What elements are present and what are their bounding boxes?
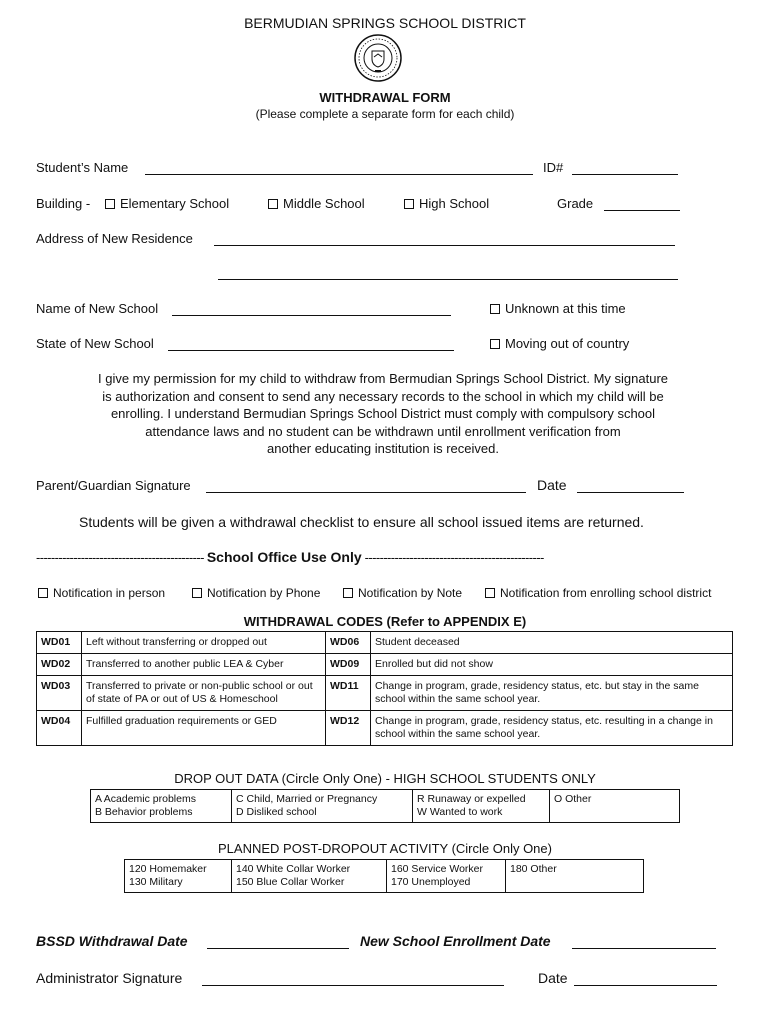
- state-label: State of New School: [36, 336, 154, 351]
- description-cell: Change in program, grade, residency status, etc. resulting in a change in school within the same school year.: [371, 711, 733, 746]
- table-row: [37, 654, 733, 676]
- enrollment-date-field[interactable]: [572, 936, 716, 949]
- code-cell: WD02: [37, 654, 82, 676]
- withdrawal-codes-title: WITHDRAWAL CODES (Refer to APPENDIX E): [243, 614, 527, 629]
- divider-dashes-right: ------------------------------------------------: [364, 550, 544, 565]
- dropout-option: C Child, Married or Pregnancy: [236, 793, 378, 805]
- admin-date-label: Date: [538, 970, 568, 986]
- notification-label: Notification in person: [53, 586, 166, 600]
- state-field[interactable]: [168, 338, 454, 351]
- form-title: WITHDRAWAL FORM: [319, 90, 451, 105]
- office-use-divider: [36, 549, 544, 565]
- table-row: [91, 790, 680, 823]
- building-elementary[interactable]: [105, 196, 229, 211]
- checklist-note: Students will be given a withdrawal checklist to ensure all school issued items are returned.: [79, 514, 644, 530]
- notification-by-phone[interactable]: [192, 586, 320, 600]
- dropout-option: O Other: [554, 793, 592, 805]
- permission-line: is authorization and consent to send any necessary records to the school in which my child will be: [102, 388, 664, 404]
- checkbox-icon[interactable]: [105, 199, 115, 209]
- building-middle[interactable]: [268, 196, 365, 211]
- planned-option: 130 Military: [129, 876, 183, 888]
- grade-field[interactable]: [604, 198, 680, 211]
- withdrawal-date-label: BSSD Withdrawal Date: [36, 933, 188, 949]
- grade-label: Grade: [557, 196, 594, 211]
- planned-cell[interactable]: [232, 860, 387, 893]
- planned-option: 140 White Collar Worker: [236, 863, 351, 875]
- dropout-cell[interactable]: [91, 790, 232, 823]
- dropout-table: [90, 789, 680, 823]
- new-school-label: Name of New School: [36, 301, 159, 316]
- notification-enrolling-district[interactable]: [485, 586, 711, 600]
- district-name: BERMUDIAN SPRINGS SCHOOL DISTRICT: [244, 15, 526, 31]
- planned-option: 170 Unemployed: [391, 876, 471, 888]
- admin-signature-field[interactable]: [202, 973, 504, 986]
- table-row: [37, 632, 733, 654]
- planned-cell[interactable]: [387, 860, 506, 893]
- unknown-option[interactable]: [490, 301, 626, 316]
- table-row: [125, 860, 644, 893]
- dropout-option: R Runaway or expelled: [417, 793, 526, 805]
- description-cell: Transferred to another public LEA & Cyber: [82, 654, 326, 676]
- moving-option[interactable]: [490, 336, 629, 351]
- dropout-title: DROP OUT DATA (Circle Only One) - HIGH SCHOOL STUDENTS ONLY: [174, 771, 596, 786]
- planned-option: 160 Service Worker: [391, 863, 484, 875]
- address-label: Address of New Residence: [36, 231, 193, 246]
- elementary-label: Elementary School: [120, 196, 230, 211]
- address-field-line1[interactable]: [214, 233, 675, 246]
- code-cell: WD01: [37, 632, 82, 654]
- parent-signature-label: Parent/Guardian Signature: [36, 478, 191, 493]
- planned-cell[interactable]: [125, 860, 232, 893]
- checkbox-icon[interactable]: [343, 588, 353, 598]
- planned-table: [124, 859, 644, 893]
- notification-label: Notification by Phone: [207, 586, 321, 600]
- code-cell: WD09: [326, 654, 371, 676]
- permission-line: I give my permission for my child to withdraw from Bermudian Springs School District. My signature: [97, 371, 669, 386]
- enrollment-date-label: New School Enrollment Date: [360, 933, 551, 949]
- permission-line: another educating institution is received.: [267, 441, 499, 456]
- code-cell: WD12: [326, 711, 371, 746]
- planned-option: 180 Other: [510, 863, 557, 875]
- dropout-cell[interactable]: [413, 790, 550, 823]
- checkbox-icon[interactable]: [490, 339, 500, 349]
- permission-paragraph: [36, 370, 730, 458]
- id-label: ID#: [543, 160, 564, 175]
- new-school-field[interactable]: [172, 303, 451, 316]
- checkbox-icon[interactable]: [490, 304, 500, 314]
- notification-in-person[interactable]: [38, 586, 165, 600]
- checkbox-icon[interactable]: [268, 199, 278, 209]
- checkbox-icon[interactable]: [404, 199, 414, 209]
- permission-line: attendance laws and no student can be withdrawn until enrollment verification from: [145, 423, 621, 439]
- dropout-option: A Academic problems: [95, 793, 196, 805]
- code-cell: WD11: [326, 676, 371, 711]
- address-field-line2[interactable]: [218, 267, 678, 280]
- parent-date-field[interactable]: [577, 480, 684, 493]
- description-cell: Enrolled but did not show: [371, 654, 733, 676]
- notification-label: Notification by Note: [358, 586, 463, 600]
- description-cell: Transferred to private or non-public school or out of state of PA or out of US & Homeschool: [82, 676, 326, 711]
- building-high[interactable]: [404, 196, 489, 211]
- high-label: High School: [419, 196, 490, 211]
- middle-label: Middle School: [283, 196, 365, 211]
- dropout-option: B Behavior problems: [95, 806, 193, 818]
- code-cell: WD04: [37, 711, 82, 746]
- description-cell: Change in program, grade, residency status, etc. but stay in the same school within the same school year.: [371, 676, 733, 711]
- dropout-option: W Wanted to work: [417, 806, 503, 818]
- table-row: [37, 711, 733, 746]
- planned-cell[interactable]: [506, 860, 644, 893]
- code-cell: WD03: [37, 676, 82, 711]
- table-row: [37, 676, 733, 711]
- planned-title: PLANNED POST-DROPOUT ACTIVITY (Circle Only One): [218, 841, 552, 856]
- building-label: Building -: [36, 196, 91, 211]
- dropout-cell[interactable]: [550, 790, 680, 823]
- admin-signature-label: Administrator Signature: [36, 970, 183, 986]
- withdrawal-date-field[interactable]: [207, 936, 349, 949]
- student-name-field[interactable]: [145, 162, 533, 175]
- checkbox-icon[interactable]: [38, 588, 48, 598]
- parent-date-label: Date: [537, 477, 567, 493]
- office-use-title: School Office Use Only: [206, 549, 362, 565]
- dropout-cell[interactable]: [232, 790, 413, 823]
- planned-option: 120 Homemaker: [129, 863, 207, 875]
- checkbox-icon[interactable]: [485, 588, 495, 598]
- permission-line: enrolling. I understand Bermudian Springs School District must comply with compulsory school: [110, 406, 656, 421]
- student-name-label: Student’s Name: [36, 160, 129, 175]
- description-cell: Fulfilled graduation requirements or GED: [82, 711, 326, 746]
- description-cell: Student deceased: [371, 632, 733, 654]
- district-seal: [353, 33, 403, 83]
- notification-label: Notification from enrolling school district: [500, 586, 712, 600]
- checkbox-icon[interactable]: [192, 588, 202, 598]
- notification-by-note[interactable]: [343, 586, 462, 600]
- parent-signature-field[interactable]: [206, 480, 526, 493]
- id-field[interactable]: [572, 162, 678, 175]
- divider-dashes-left: ---------------------------------------------: [36, 550, 204, 565]
- moving-label: Moving out of country: [505, 336, 630, 351]
- code-cell: WD06: [326, 632, 371, 654]
- form-subtitle: (Please complete a separate form for each child): [255, 107, 515, 121]
- admin-date-field[interactable]: [574, 973, 717, 986]
- unknown-label: Unknown at this time: [505, 301, 626, 316]
- description-cell: Left without transferring or dropped out: [82, 632, 326, 654]
- withdrawal-codes-table: [36, 631, 733, 746]
- dropout-option: D Disliked school: [236, 806, 317, 818]
- planned-option: 150 Blue Collar Worker: [236, 876, 345, 888]
